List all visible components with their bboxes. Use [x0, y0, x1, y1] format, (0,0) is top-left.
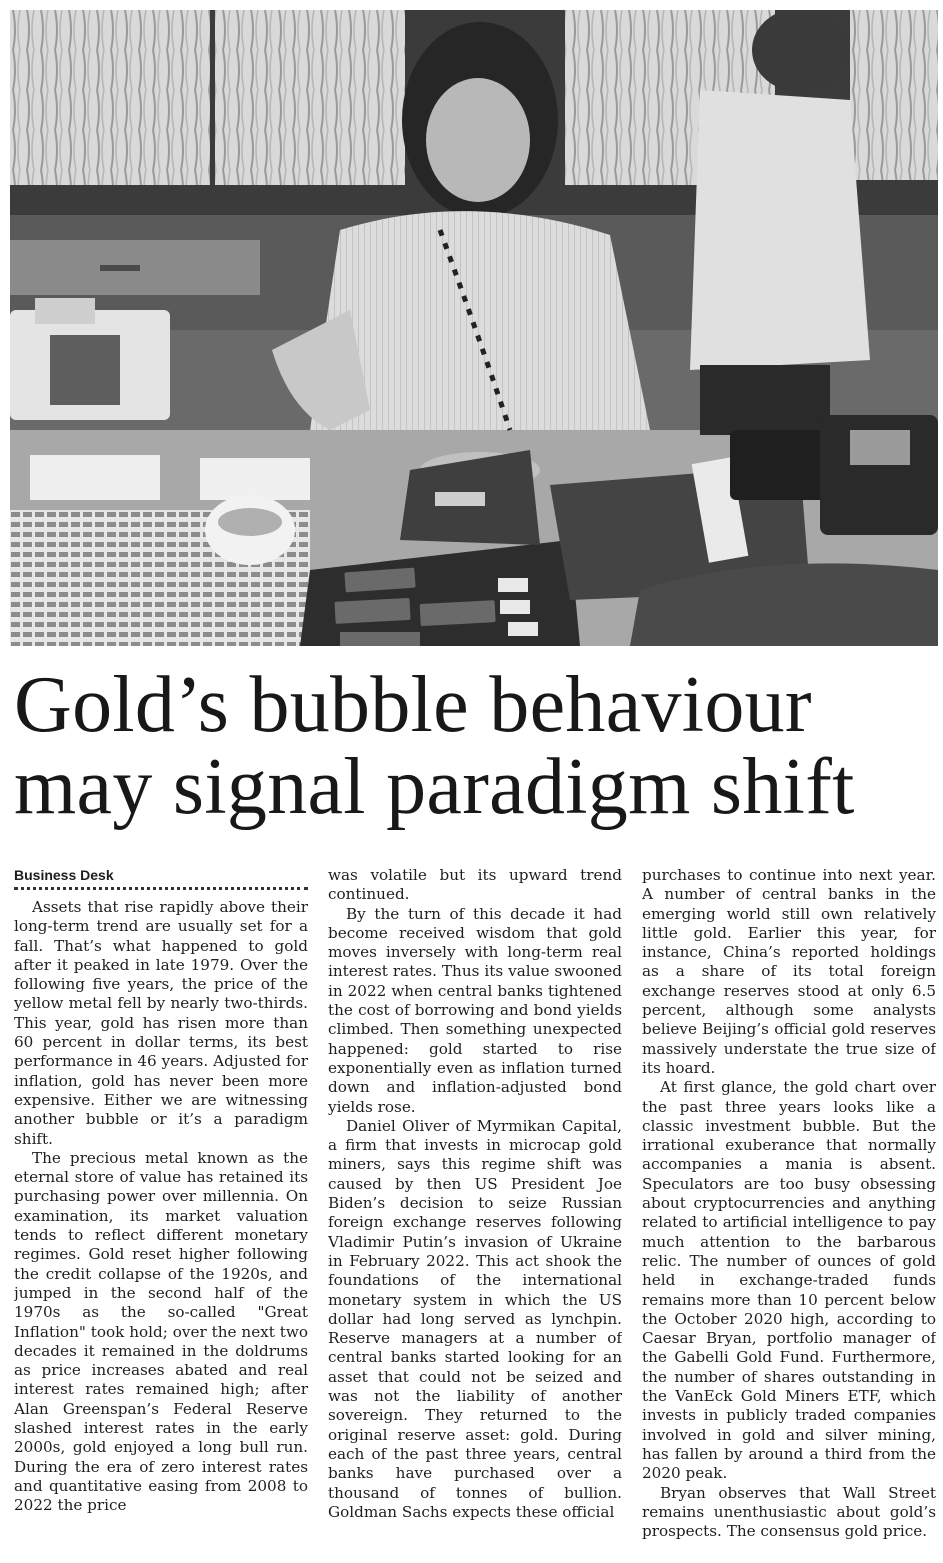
paragraph: At first glance, the gold chart over the past three years looks like a classic investment bubble. But the irrational exuberance that normally accompanies a mania is absent. Speculators are too busy obsessing about cryptocurrencies and anything related to artificial intelligence to pay much attention to the barbarous relic. The number of ounces of gold held in exchange-traded funds remains more than 10 percent below the October 2020 high, according to Caesar Bryan, portfolio manager of the Gabelli Gold Fund. Furthermore, the number of shares outstanding in the VanEck Gold Miners ETF, which invests in publicly traded companies involved in gold and silver mining, has fallen by around a third from the 2020 peak. [642, 1078, 936, 1483]
paragraph: Bryan observes that Wall Street remains unenthusiastic about gold’s prospects. The consensus gold price. [642, 1483, 936, 1541]
paragraph: Daniel Oliver of Myrmikan Capital, a firm that invests in microcap gold miners, says this regime shift was caused by then US President Joe Biden’s decision to seize Russian foreign exchange reserves following Vladimir Putin’s invasion of Ukraine in February 2022. This act shook the foundations of the international monetary system in which the US dollar had long served as lynchpin. Reserve managers at a number of central banks started looking for an asset that could not be seized and was not the liability of another sovereign. They returned to the original reserve asset: gold. During each of the past three years, central banks have purchased over a thousand of tonnes of bullion. Goldman Sachs expects these official [328, 1116, 622, 1521]
photo-jewellery-shop-icon [10, 10, 938, 646]
article-column-1 [14, 866, 308, 1558]
paragraph: Assets that rise rapidly above their long-term trend are usually set for a fall. That’s what happened to gold after it peaked in late 1979. Over the following five years, the price of the yellow metal fell by nearly two-thirds. This year, gold has risen more than 60 percent in dollar terms, its best performance in 46 years. Adjusted for inflation, gold has never been more expensive. Either we are witnessing another bubble or it’s a paradigm shift. [14, 898, 308, 1148]
paragraph: The precious metal known as the eternal store of value has retained its purchasing power over millennia. On examination, its market valuation tends to reflect different monetary regimes. Gold reset higher following the credit collapse of the 1920s, and jumped in the second half of the 1970s as the so-called "Great Inflation" took hold; over the next two decades it remained in the doldrums as price increases abated and real interest rates remained high; after Alan Greenspan’s Federal Reserve slashed interest rates in the early 2000s, gold enjoyed a long bull run. During the era of zero interest rates and quantitative easing from 2008 to 2022 the price [14, 1148, 308, 1515]
headline-line-1: Gold’s bubble behaviour [14, 661, 812, 749]
article-column-2 [328, 866, 622, 1558]
paragraph-continuation: purchases to continue into next year. A number of central banks in the emerging world still own relatively little gold. Earlier this year, for instance, China’s reported holdings as a share of its total foreign exchange reserves stood at only 6.5 percent, although some analysts believe Beijing’s official gold reserves massively understate the true size of its hoard. [642, 866, 936, 1077]
paragraph-continuation: was volatile but its upward trend continued. [328, 866, 622, 904]
headline-line-2: may signal paradigm shift [14, 743, 855, 831]
article-headline [14, 661, 934, 831]
byline: Business Desk [14, 866, 308, 890]
article-photo [10, 10, 938, 646]
article-body [14, 866, 936, 1558]
paragraph: By the turn of this decade it had become received wisdom that gold moves inversely with long-term real interest rates. Thus its value swooned in 2022 when central banks tightened the cost of borrowing and bond yields climbed. Then something unexpected happened: gold started to rise exponentially even as inflation turned down and inflation-adjusted bond yields rose. [328, 904, 622, 1116]
article-column-3 [642, 866, 936, 1558]
